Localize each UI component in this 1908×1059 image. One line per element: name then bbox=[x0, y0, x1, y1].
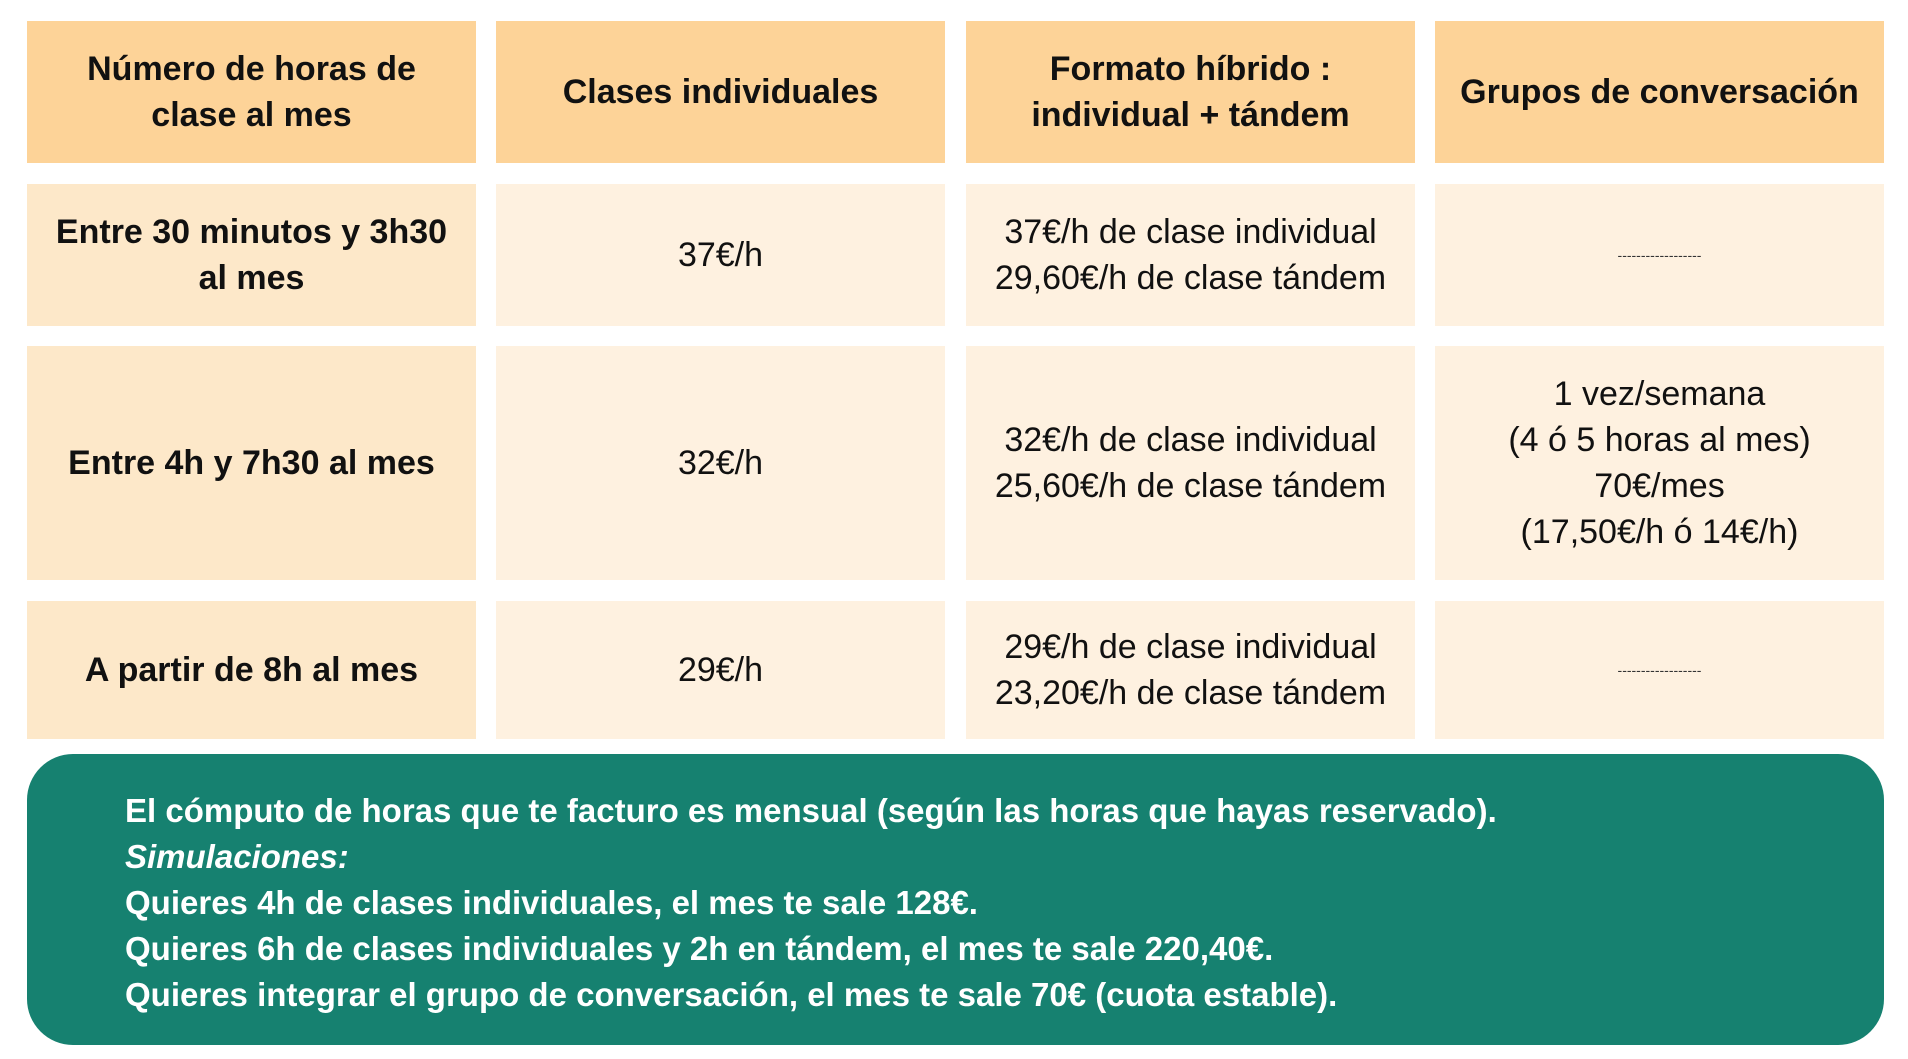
header-individual-classes bbox=[496, 21, 945, 163]
price-hybrid-row1 bbox=[966, 184, 1415, 326]
price-text: 1 vez/semana bbox=[1553, 375, 1766, 413]
row-label-4h-7h30 bbox=[27, 346, 476, 580]
billing-note-box bbox=[27, 754, 1884, 1045]
note-line: Quieres integrar el grupo de conversación, el mes te sale 70€ (cuota estable). bbox=[125, 976, 1338, 1013]
price-text: 32€/h bbox=[677, 444, 764, 482]
price-individual-row2 bbox=[496, 346, 945, 580]
price-hybrid-row2 bbox=[966, 346, 1415, 580]
row-label-30min-3h30 bbox=[27, 184, 476, 326]
price-text: 29€/h bbox=[677, 651, 764, 689]
price-individual-row1 bbox=[496, 184, 945, 326]
row-label-text: al mes bbox=[198, 259, 305, 297]
header-hours-per-month bbox=[27, 21, 476, 163]
price-text: 70€/mes bbox=[1594, 467, 1725, 505]
header-hybrid-format bbox=[966, 21, 1415, 163]
note-line: El cómputo de horas que te facturo es mensual (según las horas que hayas reservado). bbox=[125, 792, 1497, 829]
price-text: 25,60€/h de clase tándem bbox=[994, 467, 1387, 505]
header-text: Formato híbrido : bbox=[1049, 50, 1332, 88]
header-text: Clases individuales bbox=[562, 73, 879, 111]
header-conversation-groups bbox=[1435, 21, 1884, 163]
price-text: (4 ó 5 horas al mes) bbox=[1508, 421, 1811, 459]
header-text: individual + tándem bbox=[1031, 96, 1350, 134]
price-hybrid-row3 bbox=[966, 601, 1415, 739]
price-text: 32€/h de clase individual bbox=[1004, 421, 1377, 459]
price-text: 29€/h de clase individual bbox=[1004, 628, 1377, 666]
price-text: 37€/h de clase individual bbox=[1004, 213, 1377, 251]
price-text: (17,50€/h ó 14€/h) bbox=[1520, 513, 1799, 551]
price-text: 37€/h bbox=[677, 236, 764, 274]
price-group-row2 bbox=[1435, 346, 1884, 580]
empty-dash: ------------------ bbox=[1617, 247, 1702, 263]
note-simulations-title: Simulaciones: bbox=[125, 838, 349, 875]
note-line: Quieres 4h de clases individuales, el mes te sale 128€. bbox=[125, 884, 978, 921]
note-line: Quieres 6h de clases individuales y 2h en tándem, el mes te sale 220,40€. bbox=[125, 930, 1274, 967]
row-label-from-8h bbox=[27, 601, 476, 739]
row-label-text: Entre 30 minutos y 3h30 bbox=[55, 213, 448, 251]
header-text: Número de horas de bbox=[87, 50, 416, 88]
price-group-row3 bbox=[1435, 601, 1884, 739]
price-text: 23,20€/h de clase tándem bbox=[994, 674, 1387, 712]
price-individual-row3 bbox=[496, 601, 945, 739]
row-label-text: A partir de 8h al mes bbox=[84, 651, 419, 689]
row-label-text: Entre 4h y 7h30 al mes bbox=[68, 444, 435, 482]
price-group-row1 bbox=[1435, 184, 1884, 326]
header-text: Grupos de conversación bbox=[1460, 73, 1859, 111]
empty-dash: ------------------ bbox=[1617, 662, 1702, 678]
price-text: 29,60€/h de clase tándem bbox=[994, 259, 1387, 297]
header-text: clase al mes bbox=[151, 96, 352, 134]
